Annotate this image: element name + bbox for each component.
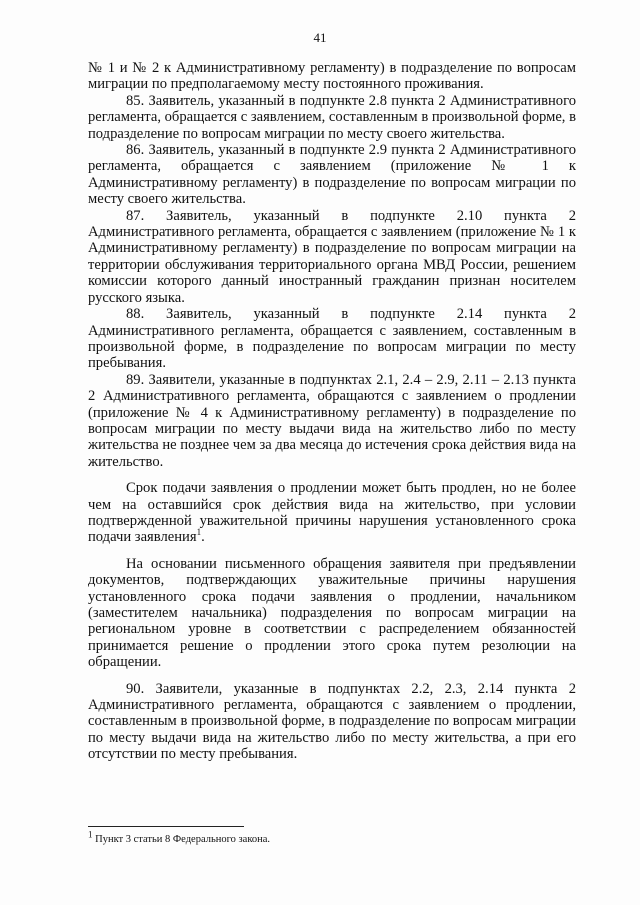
paragraph-88: 88. Заявитель, указанный в подпункте 2.14 пункта 2 Административного регламента, обращается с заявлением, составленным в произвольной форме, в подразделение по вопросам миграции по месту пребывания. bbox=[88, 306, 576, 372]
paragraph-87: 87. Заявитель, указанный в подпункте 2.10 пункта 2 Административного регламента, обращается с заявлением (приложение № 1 к Административному регламенту) в подразделение по вопросам миграции на территории обслуживания территориального органа МВД России, решением комиссии которого данный иностранный гражданин признан носителем русского языка. bbox=[88, 207, 576, 306]
term-extension-text: Срок подачи заявления о продлении может быть продлен, но не более чем на оставшийся срок действия вида на жительство, при условии подтвержденной уважительной причины нарушения установленного срока подачи заявления bbox=[88, 480, 576, 546]
paragraph-89: 89. Заявители, указанные в подпунктах 2.1, 2.4 – 2.9, 2.11 – 2.13 пункта 2 Административного регламента, обращаются с заявлением о продлении (приложение № 4 к Административному регламенту) в подразделение по вопросам миграции по месту выдачи вида на жительство либо по месту жительства не позднее чем за два месяца до истечения срока действия вида на жительство. bbox=[88, 371, 576, 470]
paragraph-85: 85. Заявитель, указанный в подпункте 2.8 пункта 2 Административного регламента, обращается с заявлением, составленным в произвольной форме, в подразделение по вопросам миграции по месту своего жительства. bbox=[88, 92, 576, 142]
footnote bbox=[88, 829, 271, 846]
body-text bbox=[88, 60, 576, 763]
page-number: 41 bbox=[313, 30, 327, 45]
paragraph-86: 86. Заявитель, указанный в подпункте 2.9 пункта 2 Административного регламента, обращается с заявлением (приложение № 1 к Административному регламенту) в подразделение по вопросам миграции по месту своего жительства. bbox=[88, 142, 576, 208]
paragraph-continuation: № 1 и № 2 к Административному регламенту) в подразделение по вопросам миграции по предполагаемому месту постоянного проживания. bbox=[88, 60, 576, 93]
footnote-marker: 1 bbox=[88, 829, 93, 840]
paragraph-term-extension bbox=[88, 480, 576, 546]
footnote-text: Пункт 3 статьи 8 Федерального закона. bbox=[92, 834, 271, 845]
paragraph-90: 90. Заявители, указанные в подпунктах 2.2, 2.3, 2.14 пункта 2 Административного регламента, обращаются с заявлением о продлении, составленным в произвольной форме, в подразделение по вопросам миграции по месту выдачи вида на жительство либо по месту жительства, а при его отсутствии по месту пребывания. bbox=[88, 680, 576, 763]
paragraph-written-request: На основании письменного обращения заявителя при предъявлении документов, подтверждающих уважительные причины нарушения установленного срока подачи заявления о продлении, начальником (заместителем начальника) подразделения по вопросам миграции на региональном уровне в соответствии с распределением обязанностей принимается решение о продлении этого срока путем резолюции на обращении. bbox=[88, 555, 576, 671]
term-extension-end: . bbox=[201, 529, 205, 546]
footnote-reference: 1 bbox=[196, 527, 202, 538]
footnote-divider bbox=[88, 826, 244, 827]
